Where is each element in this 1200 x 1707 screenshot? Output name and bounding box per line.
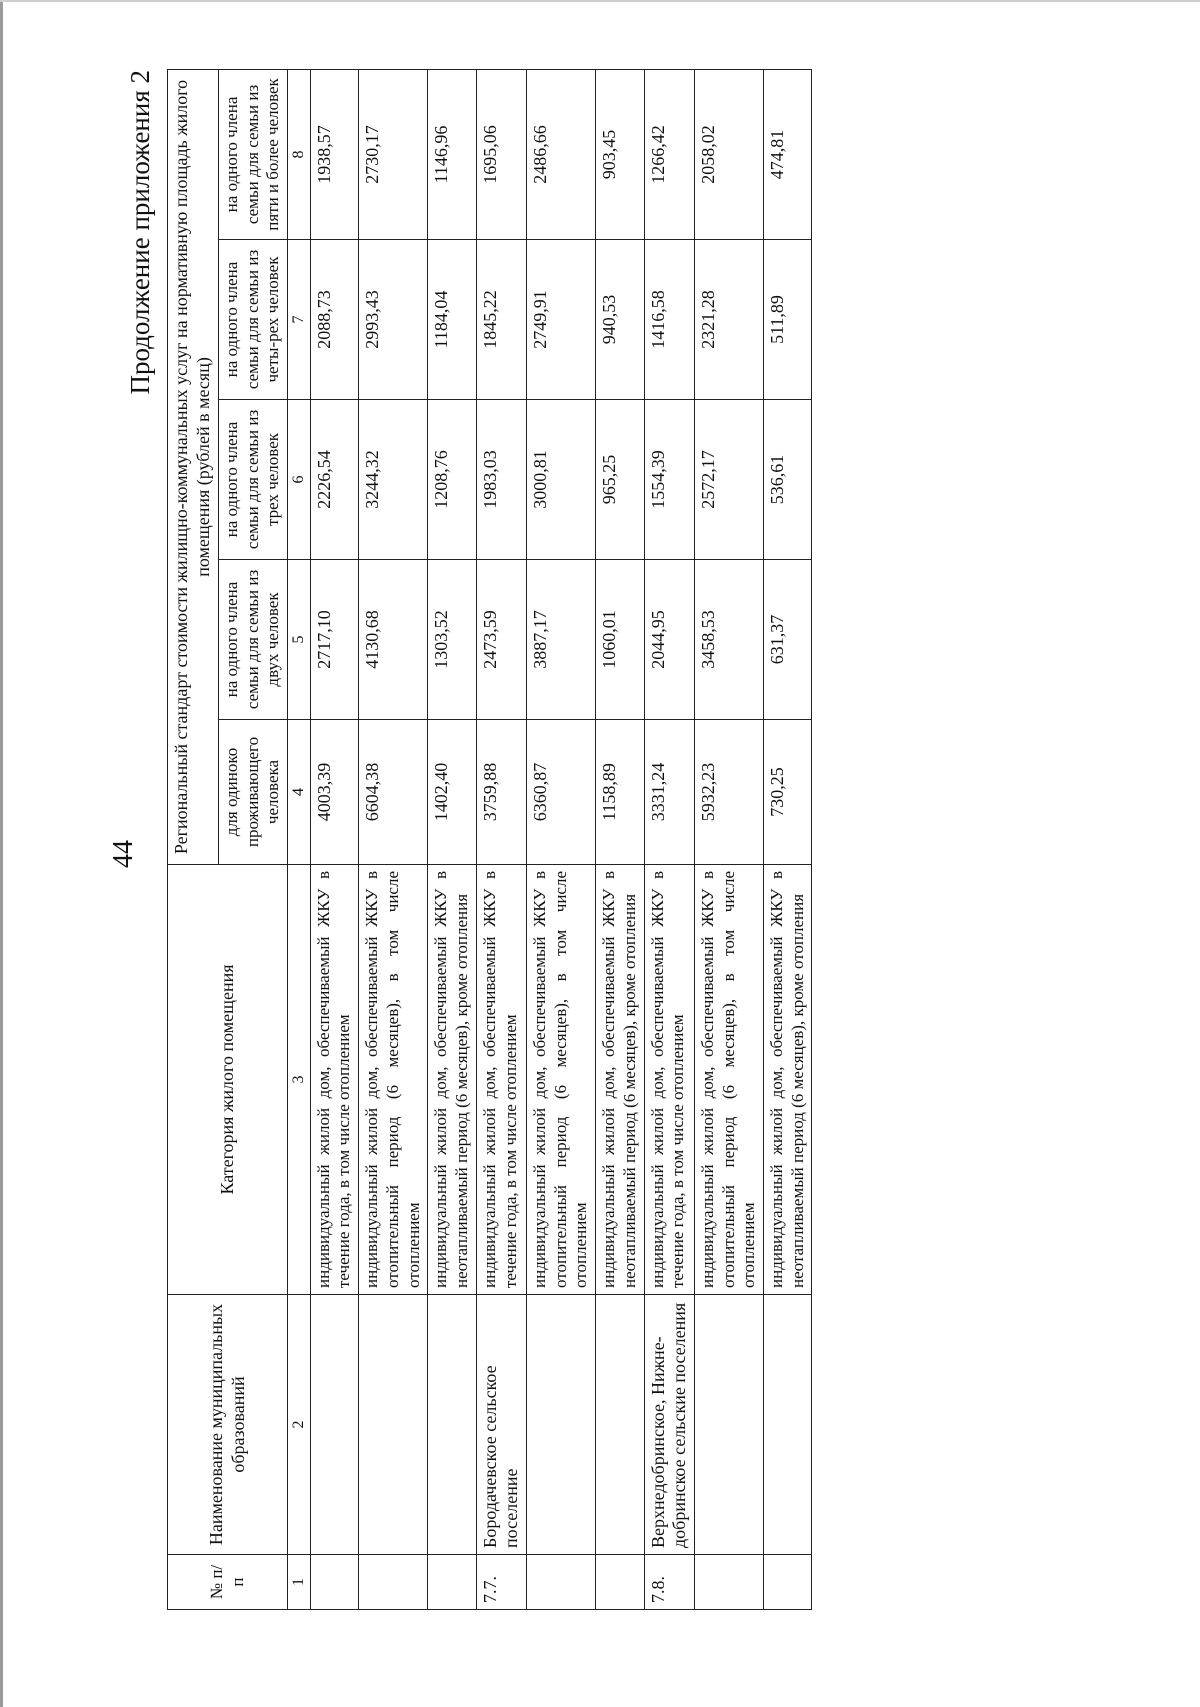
housing-category: индивидуальный жилой дом, обеспечиваемый ЖКУ в неотапливаемый период (6 месяцев), кроме отопления — [596, 865, 644, 1295]
housing-category: индивидуальный жилой дом, обеспечиваемый ЖКУ в течение года, в том числе отоплением — [644, 865, 694, 1295]
value-five: 2486,66 — [526, 69, 595, 239]
housing-category: индивидуальный жилой дом, обеспечиваемый ЖКУ в отопительный период (6 месяцев), в том числе отоплением — [526, 865, 595, 1295]
value-single: 3759,88 — [476, 720, 526, 865]
table-row — [526, 69, 595, 1609]
municipality-name — [359, 1295, 428, 1555]
column-index: 2 — [288, 1295, 311, 1555]
housing-category: индивидуальный жилой дом, обеспечиваемый ЖКУ в течение года, в том числе отоплением — [476, 865, 526, 1295]
header-sub-three: на одного члена семьи для семьи из трех человек — [218, 400, 287, 560]
scan-edge — [0, 0, 3, 1707]
row-number — [764, 1555, 812, 1610]
value-four: 1416,58 — [644, 240, 694, 400]
row-number — [428, 1555, 476, 1610]
row-number — [694, 1555, 763, 1610]
value-four: 2321,28 — [694, 240, 763, 400]
table-row — [359, 69, 428, 1609]
housing-category: индивидуальный жилой дом, обеспечиваемый ЖКУ в течение года, в том числе отоплением — [310, 865, 358, 1295]
value-two: 631,37 — [764, 560, 812, 720]
column-index: 5 — [288, 560, 311, 720]
table-row — [694, 69, 763, 1609]
table-row — [428, 69, 476, 1609]
table-row — [644, 69, 694, 1609]
row-number — [310, 1555, 358, 1610]
header-sub-single: для одиноко проживающего человека — [218, 720, 287, 865]
table-row — [476, 69, 526, 1609]
housing-category: индивидуальный жилой дом, обеспечиваемый ЖКУ в отопительный период (6 месяцев), в том числе отоплением — [359, 865, 428, 1295]
column-index: 8 — [288, 69, 311, 239]
row-number — [526, 1555, 595, 1610]
continuation-title: Продолжение приложения 2 — [125, 70, 155, 395]
page-number: 44 — [108, 840, 139, 868]
value-four: 2993,43 — [359, 240, 428, 400]
municipality-name — [526, 1295, 595, 1555]
value-four: 1845,22 — [476, 240, 526, 400]
value-five: 1695,06 — [476, 69, 526, 239]
municipality-name: Верхнедобринское, Нижне-добринское сельские поселения — [644, 1295, 694, 1555]
column-index: 6 — [288, 400, 311, 560]
value-five: 1266,42 — [644, 69, 694, 239]
value-four: 2088,73 — [310, 240, 358, 400]
row-number: 7.8. — [644, 1555, 694, 1610]
value-five: 474,81 — [764, 69, 812, 239]
value-four: 2749,91 — [526, 240, 595, 400]
value-two: 3458,53 — [694, 560, 763, 720]
header-sub-five: на одного члена семьи для семьи из пяти и более человек — [218, 69, 287, 239]
value-five: 1938,57 — [310, 69, 358, 239]
value-two: 2044,95 — [644, 560, 694, 720]
column-index: 7 — [288, 240, 311, 400]
municipality-name — [764, 1295, 812, 1555]
municipality-name — [310, 1295, 358, 1555]
value-single: 4003,39 — [310, 720, 358, 865]
value-two: 4130,68 — [359, 560, 428, 720]
value-three: 1554,39 — [644, 400, 694, 560]
table-row — [310, 69, 358, 1609]
header-category: Категория жилого помещения — [168, 865, 288, 1295]
table-row — [596, 69, 644, 1609]
housing-category: индивидуальный жилой дом, обеспечиваемый ЖКУ в отопительный период (6 месяцев), в том числе отоплением — [694, 865, 763, 1295]
value-two: 1303,52 — [428, 560, 476, 720]
value-three: 2226,54 — [310, 400, 358, 560]
tariff-table — [167, 69, 812, 1610]
municipality-name — [596, 1295, 644, 1555]
scan-edge-top — [0, 0, 1200, 2]
column-index: 3 — [288, 865, 311, 1295]
housing-category: индивидуальный жилой дом, обеспечиваемый ЖКУ в неотапливаемый период (6 месяцев), кроме отопления — [428, 865, 476, 1295]
value-two: 3887,17 — [526, 560, 595, 720]
header-no: № п/п — [168, 1555, 288, 1610]
header-sub-four: на одного члена семьи для семьи из четы-рех человек — [218, 240, 287, 400]
value-three: 965,25 — [596, 400, 644, 560]
value-single: 5932,23 — [694, 720, 763, 865]
value-three: 3244,32 — [359, 400, 428, 560]
row-number — [596, 1555, 644, 1610]
value-three: 1983,03 — [476, 400, 526, 560]
value-single: 730,25 — [764, 720, 812, 865]
municipality-name — [428, 1295, 476, 1555]
value-two: 2473,59 — [476, 560, 526, 720]
value-three: 1208,76 — [428, 400, 476, 560]
header-sub-two: на одного члена семьи для семьи из двух человек — [218, 560, 287, 720]
value-four: 1184,04 — [428, 240, 476, 400]
header-standard: Региональный стандарт стоимости жилищно-коммунальных услуг на нормативную площадь жилого помещения (рублей в месяц) — [168, 69, 219, 864]
table-row — [764, 69, 812, 1609]
column-index: 4 — [288, 720, 311, 865]
value-five: 2058,02 — [694, 69, 763, 239]
value-single: 1158,89 — [596, 720, 644, 865]
value-two: 1060,01 — [596, 560, 644, 720]
header-municipality: Наименование муниципальных образований — [168, 1295, 288, 1555]
value-single: 6604,38 — [359, 720, 428, 865]
value-single: 1402,40 — [428, 720, 476, 865]
row-number: 7.7. — [476, 1555, 526, 1610]
housing-category: индивидуальный жилой дом, обеспечиваемый ЖКУ в неотапливаемый период (6 месяцев), кроме отопления — [764, 865, 812, 1295]
value-five: 2730,17 — [359, 69, 428, 239]
value-two: 2717,10 — [310, 560, 358, 720]
value-four: 940,53 — [596, 240, 644, 400]
rotated-sheet — [125, 70, 1045, 1610]
value-four: 511,89 — [764, 240, 812, 400]
municipality-name: Бородачевское сельское поселение — [476, 1295, 526, 1555]
value-single: 3331,24 — [644, 720, 694, 865]
municipality-name — [694, 1295, 763, 1555]
row-number — [359, 1555, 428, 1610]
value-three: 536,61 — [764, 400, 812, 560]
value-five: 903,45 — [596, 69, 644, 239]
value-three: 3000,81 — [526, 400, 595, 560]
value-single: 6360,87 — [526, 720, 595, 865]
value-three: 2572,17 — [694, 400, 763, 560]
column-index: 1 — [288, 1555, 311, 1610]
value-five: 1146,96 — [428, 69, 476, 239]
